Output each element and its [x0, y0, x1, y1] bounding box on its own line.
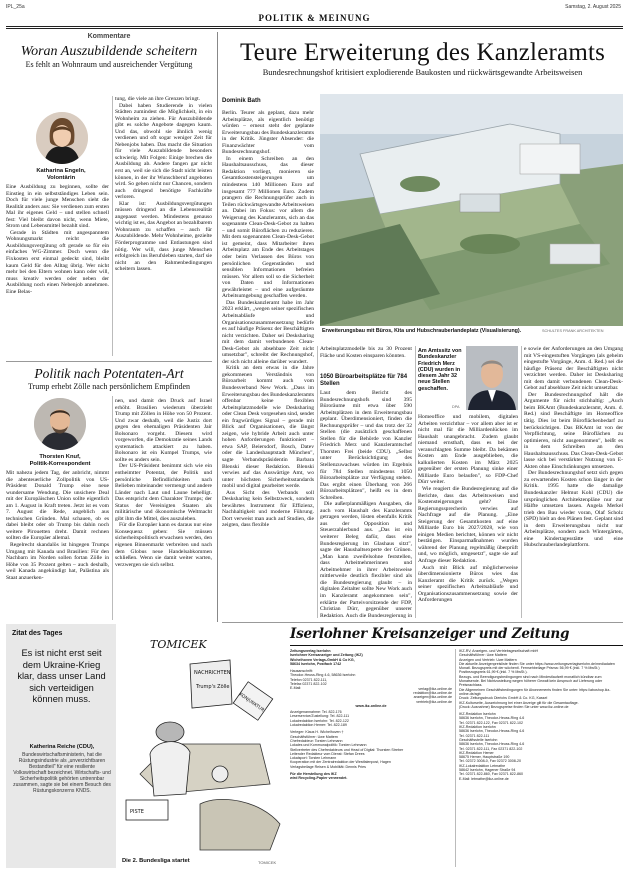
cartoon-sign-news: NACHRICHTEN [194, 670, 231, 676]
imprint-col1 [290, 649, 452, 869]
imprint-staff: Verleger: Klaus H. Wichelhoven † Geschäftsführer: Uwe Mattern Chefredakteur: Torsten Lehmann Lokales und Kommunalpolitik: Torsten Lehmann Stellvertreter des Chefredakteurs und Head of Digital: Thorsten Streber Leitender Redakteur vom Dienst: Stefan Drees Lokalsport: Torsten Lehmann Kooperation mit der Zentralredaktion der Westfalenpost, Hagen Verlagsbeilage Reisen & Mobilität: Dennis Pries [290, 730, 404, 769]
kommentar-title: Woran Auszubildende scheitern [20, 44, 198, 59]
section-title: POLITIK & MEINUNG [258, 13, 371, 23]
cartoon-sign-trump: Trump's Zölle [196, 684, 230, 690]
header-rule [6, 26, 623, 27]
imprint-emails: verlag@ikz-online.de redaktion@ikz-online.de anzeigen@ikz-online.de vertrieb@ikz-online.de [413, 686, 452, 704]
merz-caption: Am Amtssitz von Bundeskanzler Friedrich Merz (CDU) wurden in diesem Jahr 32 neue Stellen geschaffen. [418, 348, 462, 392]
quote-person: Katherina Reiche (CDU), [29, 744, 95, 750]
cartoon-caption: Die 2. Bundesliga startet [122, 858, 190, 864]
author-role-engeln: Volontärin [46, 175, 76, 181]
main-col2: Laut dem Bericht des Bundesrechnungshofs sind 395 Büroräume mit etwa über 590 Arbeitsplätzen in dem Erweiterungsbau geplant. Überdimensioniert, finden die Rechnungsprüfer – und das trotz der 32 Stellen (die zusätzlich geschaffenen Stellen für die Behörde von Kanzler Friedrich Merz und Kanzleramtschef Thorsten Frei (beide CDU). „Selbst unter Berücksichtigung des Stellenzuwachses würden im Ergebnis für 784 Stellen mindestens 1050 Büroarbeitsplätze zur Verfügung stehen. Das ergibt einen Überhang von 266 Büroarbeitsplätzen", heißt es in dem Schreiben. Die außerplanmäßigen Ausgaben, die auch vom Haushalt des Kanzleramts getragen werden, lösten ebenfalls Kritik aus der Opposition und Steuerzahlerbund aus. „Das ist ein weiterer Beleg dafür, dass eine Bundesregierung im Glashaus sitzt", sagte der Haushaltsexperte der Grünen. „Man kann zweifelsohne feststellen, dass Arbeitnehmerinnen und Arbeitnehmer in ihrer Arbeitsweise mittlerweile deutlich flexibler sind als die Bundesregierung glaubt – in digitalen Zeitalter sollte New Work auch im Kanzleramt angekommen sein", erklärte der Parteivorsitzende der FDP, Christian Dürr, gegenüber unserer Redaktion. Auch die Bundesregierung in [320, 390, 412, 618]
quote-description: Bundeswirtschaftsministerin, hat die Rüstungsindustrie als „unverzichtbaren Bestandteil" für eine resiliente Volkswirtschaft bezeichnet. Wirtschafts- und Sicherheitspolitik gehörten untrennbar zusammen, sagte sie bei einem Besuch des Rüstungskonzerns KNDS. [13, 752, 111, 794]
main-photo [320, 94, 623, 326]
kommentar-subtitle: Es fehlt an Wohnraum und ausreichender Vergütung [25, 60, 193, 69]
author-photo-engeln [36, 112, 88, 164]
kommentar-col2: tung, die viele an ihre Grenzen bringt. Dabei haben Studierende in vielen Städten zumindest die Möglichkeit, in ein Wohnheim zu ziehen. Für Auszubildende gibt es solche Angebote dagegen kaum. Und das, obwohl sie ähnlich wenig verdienen und oft sogar weniger Zeit für Nebenjobs haben. Das macht die Situation für viele Auszubildende besonders schwierig. Mit Folgen: Einige brechen die Ausbildung ab. Andere fangen gar nicht erst an, weil sie sich die Stadt nicht leisten können, in der ihr Wunschberuf angeboten wird. So gehen nicht nur Chancen, sondern auch dringend benötigte Fachkräfte verloren. Klar ist: Ausbildungsvergütungen müssen dringend an die Lebensrealität angepasst werden. Mindestens genauso wichtig ist es, das Angebot an bezahlbarem Wohnraum zu schaffen – auch für Auszubildende. Mehr Wohnheime, gezielte Förderprogramme und Entlastungen sind nötig. Wer will, dass junge Menschen erfolgreich ins Berufsleben starten, darf sie nicht an den Rahmenbedingungen scheitern lassen. [115, 96, 212, 273]
cartoon [120, 624, 284, 856]
author-name-engeln: Katharina Engeln, [36, 168, 86, 174]
imprint-paper: Für die Herstellung des IKZ wird Recycling-Papier verwendet. [290, 772, 348, 781]
merz-photo [466, 346, 518, 410]
cartoon-sign-piste: PISTE [130, 809, 144, 815]
imprint-offices: IKZ-Redaktion Iserlohn 58636 Iserlohn, Theodor-Heuss-Ring 4-6 Tel. 02371 822-122, Fax 02371 822-102 IKZ-Redaktion Iserlohn 58636 Iserlohn, Theodor-Heuss-Ring 4-6 Tel. 02371 822-111 Geschäftsstelle Iserlohn 58636 Iserlohn, Theodor-Heuss-Ring 4-6 Tel. 02371 822-111, Fax 02371 822-102 IKZ-Redaktion Hemer 58675 Hemer, Hauptstraße 190 Tel. 02372 3008-0, Fax 02372 3008-20 IKZ-Lokalredaktion Letmathe 58642 Iserlohn, Hagener Straße 94 Tel. 02371 822-860, Fax 02371 822-860 E-Mail: letmathe@ikz-online.de [459, 712, 525, 781]
author-name-knuf: Thorsten Knuf, [39, 454, 81, 460]
main-col2-top: Arbeitsplatzmodelle bis zu 30 Prozent Fläche und Kosten einsparen könnten. [320, 346, 412, 359]
imprint-publisher: Zeitungsverlag Iserlohn Iserlohner Kreisanzeiger und Zeitung (IKZ) Wichelhoven Verlags-GmbH & Co KG, 58634 Iserlohn, Postfach 1742 [290, 649, 363, 666]
main-headline: Teure Erweiterung des Kanzleramts [239, 39, 606, 66]
photo-caption: Erweiterungsbau mit Büros, Kita und Hubschrauberlandeplatz (Visualisierung). [322, 328, 522, 334]
cartoon-sign-konjunktur: KONJUNKTUR [237, 692, 265, 714]
main-col4: e sowie der Anforderungen an den Umgang mit VS-eingestuften Vorgängen (als geheim eingestufte Vorgänge, Anm. d. Red.) sei die häufige Präsenz der Beschäftigten nicht verzichtet werden. Daher ist Desksharing mit dem damit verbundenen Clean-Desk-Gebot auf absehbare Zeit nicht umsetzbar. Der Bundesrechnungshof hält die Argumente für nicht stichhaltig: „Auch beim BKAmt (Bundeskanzleramt, Anm. d. Red.) sind Beschäftigte im Homeoffice tätig. Dies ist beim Büroflächenbedarf zu berücksichtigen. Das BKAmt ist von der Verpflichtung, seine Büroflächen zu optimieren, nicht ausgenommen", heißt es in dem Schreiben an den Haushaltsausschuss. Das Clean-Desk-Gebot lasse sich bei verstärkter Nutzung von E-Akten ohne Einschränkungen umsetzen. Der Bundesrechnungshof setzt sich gegen zu erwartenden Kosten schon länger in der Kritik. 1995 hatte die damalige Bundeskanzler Helmut Kohl (CDU) die ursprünglichen Architektenpläne nur zur Hälfte umsetzen lassen. Angela Merkel trieb den Bau wieder voran, Olaf Scholz (SPD) hielt an den Plänen fest. Geplant sind in dem Erweiterungsbau nicht nur Arbeitsplätze, sondern auch Wintergärten, eine Kindertagesstätte und eine Hubschrauberlandeplattform. [524, 346, 623, 549]
main-subheadline: Bundesrechnungshof kritisiert explodierende Baukosten und rückwärtsgewandte Arbeitsweisen [262, 68, 583, 77]
header-rule-thin [6, 28, 623, 29]
main-author: Dominik Bath [222, 98, 261, 104]
kommentar2-col2: nen, und damit den Druck auf Israel erhöht. Brasilien wiederum überzieht Trump mit Zöllen in Höhe von 50 Prozent. Und zwar deshalb, weil die Justiz dort gegen den ehemaligen Präsidenten Jair Bolsonaro vorgeht. Diesem wird vorgeworfen, die Demokratie seines Lands systematisch attackiert zu haben. Bolsonaro ist ein Kumpel Trumps, wie sollte es anders sein. Der US-Präsident benimmt sich wie ein entheimtter Potentat, der Politik und persönliche Befindlichkeiten nach Belieben miteinander vermengt und andere Länder nach Laut und Laune behelligt. Das entspricht dem Charakter Trumps; der Status der Vereinigten Staaten als militärische und ökonomische Weltmacht gibt ihm die Mittel, dies auszuleben. Für die Europäer kann es daraus nur eine Konsequenz geben: Sie müssen sicherheitspolitisch erwachsen werden, den eigenen Binnenmarkt verbreiten und nach dem Globus neue Handelsabkommen schließen. Wenn sie damit weiter warten, verzwergen sie sich selbst. [115, 398, 212, 568]
cartoon-credit: TOMICEK [258, 860, 277, 865]
kommentar2-col1: Mit nahezu jedem Tag, der anbricht, nimmt die abenteuerliche Zollpolitik von US-Präsident Donald Trump eine neue wundersame Wendung. Die unsichere Deal mit der Europäischen Union sollte eigentlich am 1. August in Kraft treten. Jetzt ist es vom 7. August die Rede, angeblich aus technischen Gründen. Mal schauen, ob es dabei bleibt oder ob Trump bis dahin noch weitere Pirouetten dreht. Damit rechnen sollten die Europäer allemal. Regelrecht skandalös ist hingegen Trumps Umgang mit Kanada und Brasilien: Für den Nachbarn im Norden sollen fortan Zölle in Höhe von 35 Prozent gelten – auch deshalb, weil Kanada angekündigt hat, Palästina als Staat anzuerken- [6, 470, 109, 581]
kommentar2-subtitle: Trump erhebt Zölle nach persönlichem Empfinden [27, 382, 191, 391]
imprint-internet: www.ikz-online.de [355, 703, 387, 708]
quote-text: Es ist nicht erst seit dem Ukraine-Krieg klar, dass unser Land sich verteidigen können muss. [17, 648, 106, 704]
author-photo-knuf [34, 398, 86, 450]
cartoon-signature: TOMICEK [150, 638, 207, 651]
imprint-address: Hausanschrift: Theodor-Heuss-Ring 4-6, 58636 Iserlohn Telefon 02371 822-111, Telefax 02371 822-102 E-Mail: [290, 669, 356, 691]
quote-kicker: Zitat des Tages [12, 630, 63, 637]
page-code: IPL_25a [6, 4, 25, 10]
imprint-phones: Anzeigenannahme: Tel. 822-176 Leserservice/Zustellung: Tel. 822-111 Lokalredaktion Iserlohn: Tel. 822-122 Lokalredaktion Hemer: Tel. 822-189 [290, 710, 350, 728]
merz-credit: DPA [452, 405, 460, 409]
main-subhead: 1050 Büroarbeitsplätze für 784 Stellen [320, 374, 408, 387]
imprint-col2 [459, 649, 623, 869]
author-role-knuf: Politik-Korrespondent [29, 461, 91, 467]
main-col1: Berlin. Teurer als geplant, dazu mehr Arbeitsplätze, als eigentlich benötigt würden – erneut steht der geplante Erweiterungsbau des Bundeskanzleramts in der Kritik. Jüngster Absender: die Finanzwächter vom Bundesrechnungshof. In einem Schreiben an den Haushaltsausschuss, das dieser Redaktion vorliegt, monieren sie Gesamtkostensteigerungen um mindestens 140 Millionen Euro auf insgesamt 777 Millionen Euro. Zudem prangern die Rechnungsprüfer auch in Teilen rückwärtsgewandte Arbeitsweisen an. Dabei im Fokus: vor allem die Weigerung des Kanzleramts, sich an das sogenannte Clean-Desk-Gebot zu halten – und somit Büroflächen zu reduzieren. Mit dem sogenannten Clean-Desk-Gebot ist gemeint, dass Mitarbeiter ihren Arbeitsplatz am Ende des Arbeitstages oder beim Verlassen des Büros von persönlichen Gegenständen und sensiblen Informationen befreien müssen. Vor allem soll so die Sicherheit von Daten und Informationen gewährleistet – und eine aufgeräumte Arbeitsumgebung geschaffen werden. Das Bundeskanzleramt habe im Jahr 2023 erklärt, „wegen seiner spezifischen Arbeitsabläufe und Organisationszusammensetzung bedürfe es auf häufige Präsenz der Beschäftigten nicht verzichten. Daher sei Desksharing mit dem damit verbundenen Clean-Desk-Gebot als absehbare Zeit nicht umsetzbar", schreibt der Rechnungshof, der sich nicht alleine darüber wundert. Kritik an dem etwas in die Jahre gekommenen Verständnis von Büroarbeit kommt auch vom Bundesverband New Work. „Dass im Erweiterungsbau des Bundeskanzleramts offenbar keine flexiblen Arbeitsplatzmodelle wie Desksharing oder Clean Desk vorgesehen sind, sendet ein fragwürdiges Signal – gerade mit Blick auf Organisationen, die längst zeigen, wie hybride Arbeit auch unter hohen Anforderungen funktioniert – etwa SAP, Beiersdorf, Bosch, Datev oder die Landeshauptstadt München", sagte Verbandspräsidentin Barbara Blenski dieser Redaktion. Blenski verwies auf das Auswärtige Amt, wo unter höchsten Sicherheitsstandards mobil und digital gearbeitet werde. Aus Sicht des Verbands soll Desksharing kein Selbstzweck, sondern bewährtes Instrument für Effizienz, Nachhaltigkeit und moderne Führung. Dort verweist man auch auf Studien, die zeigten, dass flexible [222, 110, 314, 529]
photo-credit: SCHULTES FRANK ARCHITEKTEN [542, 329, 604, 333]
kommentar-col1: Eine Ausbildung zu beginnen, sollte der Einstieg in ein selbstständiges Leben sein. Doch für viele junge Menschen sieht die Realität anders aus: Sie verdienen zum ersten Mal ihr eigenes Geld – und stellen schnell fest: Viel bleibt davon nicht, wenn Miete, Strom und Lebensmittel bezahlt sind. Gerade in Städten mit angespanntem Wohnungsmarkt reicht die Ausbildungsvergütung oft gerade so für ein einfaches WG-Zimmer. Doch wenn die Fixkosten erst einmal gedeckt sind, bleibt kaum Geld für den Alltag übrig. Wer nicht mehr bei den Eltern wohnen kann oder will, muss kreativ werden oder neben der Ausbildung noch einen Nebenjob annehmen. Eine Belas- [6, 184, 109, 295]
imprint-masthead: Iserlohner Kreisanzeiger und Zeitung [290, 626, 570, 642]
kommentar2-title: Politik nach Potentaten-Art [34, 366, 184, 381]
main-col3a: Homeoffice und mobilem, digitalen Arbeiten verzichtbar – vor allem aber ist er nicht mal für die Milliardenlücken im Haushalt unangebracht. Zudem glaubt niemand ernsthaft, dass es bei der veranschlagten Summe bleibt. Da bekämen Kosten am Ende ausgeblieben, die kalkulierten Kosten im März 2025 gegenüber der ersten Planung sinke einer Milliarde Euro belaufen", so FDP-Chef Dürr weiter. Wie reagiert die Bundesregierung auf die Berichte, dass das Arbeitsweisen und Kostensteigerungen geht? Eine Regierungssprecherin verwies auf Nachfrage auf die Planung. „Eine Steigerung der Gesamtkosten auf eine Milliarde Euro bis 2027/2028, wie von einigen Medien berichtet, können wir nicht bestätigen. Einsparmaßnahmen wurden während der Planung regelmäßig überprüft und, wo möglich, umgesetzt", sagte sie auf Anfrage dieser Redaktion. Auch mit Blick auf möglicherweise überdimensionierte Büros wies das Kanzleramt die Kritik zurück. „Wegen seiner spezifischen Arbeitsabläufe und Organisationszusammensetzung sowie der Anforderungen [418, 414, 518, 604]
top-bar [0, 0, 629, 14]
kommentar-kicker: Kommentare [87, 33, 131, 40]
imprint-distribution: IKZ-RV, Anzeigen- und Vertriebsgesellschaft mbH Geschäftsführer: Uwe Mattern Anzeigen und Vertrieb: Uwe Mattern Die aktuelle Anzeigenpreisliste finden Sie unter https://www.zeitungsverlagiserlohn.de/mediadaten Monatl. Bezugspreis mit der wöchentl. Fernsehbeilage Prisma: 56,99 € (inkl. 7 % MwSt.) Postbezugspreis 61,99 € (inkl. 7 % MwSt.). Bezugs- und Beendigungsbedingungen sind nach Mindestlaufzeit monatlich kündbar zum Monatsende. Bei Nichtzustellung wegen höherer Gewalt kein Anspruch auf Lieferung oder Preisnachlass. Die Allgemeinen Geschäftsbedingungen für Abonnements finden Sie unter: https://aboshop.ikz-online.de/agb Druck: Zeitungsdruck Dierichs GmbH & Co. KG, Kassel IKZ-Kulturseite, Auszeichnung bei einer Anzeige gilt für die Gesamtauflage. (Druck: Ausnahme) Bezugspreise finden Sie unter www.ikz-online.de [459, 649, 615, 709]
issue-date: Samstag, 2. August 2025 [565, 4, 621, 10]
